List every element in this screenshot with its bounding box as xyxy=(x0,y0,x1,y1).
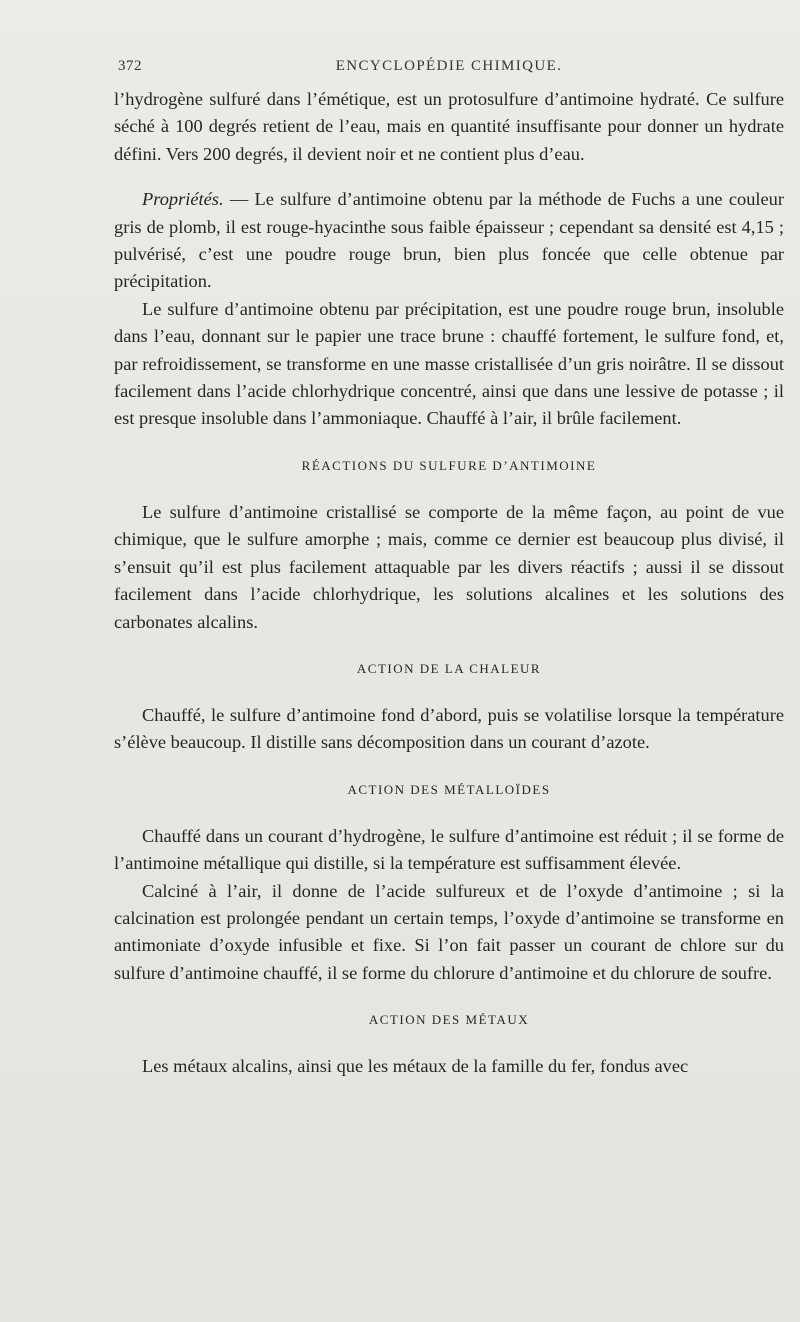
paragraph: Les métaux alcalins, ainsi que les métaux de la famille du fer, fondus avec xyxy=(142,1056,689,1077)
section-heading: ACTION DE LA CHALEUR xyxy=(356,660,542,676)
paragraph-text: — Le sulfure d’antimoine obtenu par la méthode de Fuchs a une couleur gris de plomb, il est rouge-hyacinthe sous faible épaisseur ; cependant sa densité est 4,15 ; pulvérisé, c’est une poudre rouge brun, bien plus foncée que celle obtenue par précipitation. xyxy=(114,189,784,292)
section-heading: RÉACTIONS DU SULFURE D’ANTIMOINE xyxy=(301,457,597,473)
section-label: Propriétés. xyxy=(142,189,224,210)
paragraph: Le sulfure d’antimoine cristallisé se comporte de la même façon, au point de vue chimique, que le sulfure amorphe ; mais, comme ce dernier est beaucoup plus divisé, il s’ensuit qu’il est plus facilement attaquable par les divers réactifs ; aussi il se dissout facilement dans l’acide chlorhydrique, les solutions alcalines et les solutions des carbonates alcalins. xyxy=(114,501,784,632)
paragraph: Calciné à l’air, il donne de l’acide sulfureux et de l’oxyde d’antimoine ; si la calcination est prolongée pendant un certain temps, l’oxyde d’antimoine se transforme en antimoniate d’oxyde infusible et fixe. Si l’on fait passer un courant de chlore sur du sulfure d’antimoine chauffé, il se forme du chlorure d’antimoine et du chlorure de soufre. xyxy=(114,880,784,983)
page-number: 372 xyxy=(118,58,142,74)
paragraph: Chauffé, le sulfure d’antimoine fond d’abord, puis se volatilise lorsque la température s’élève beaucoup. Il distille sans décomposition dans un courant d’azote. xyxy=(114,704,784,753)
section-heading: ACTION DES MÉTAUX xyxy=(368,1012,530,1028)
paragraph-proprietes xyxy=(114,186,784,296)
section-heading: ACTION DES MÉTALLOÏDES xyxy=(347,781,551,797)
body-text xyxy=(114,86,784,1081)
paragraph: l’hydrogène sulfuré dans l’émétique, est un protosulfure d’antimoine hydraté. Ce sulfure séché à 100 degrés retient de l’eau, mais en quantité insuffisante pour donner un hydrate défini. Vers 200 degrés, il devient noir et ne contient plus d’eau. xyxy=(114,89,784,164)
paragraph: Le sulfure d’antimoine obtenu par précipitation, est une poudre rouge brun, insoluble dans l’eau, donnant sur le papier une trace brune : chauffé fortement, le sulfure fond, et, par refroidissement, se transforme en une masse cristallisée d’un gris noirâtre. Il se dissout facilement dans l’acide chlorhydrique concentré, ainsi que dans une lessive de potasse ; il est presque insoluble dans l’ammoniaque. Chauffé à l’air, il brûle facilement. xyxy=(114,298,784,429)
paragraph: Chauffé dans un courant d’hydrogène, le sulfure d’antimoine est réduit ; il se forme de l’antimoine métallique qui distille, si la température est suffisamment élevée. xyxy=(114,825,784,874)
running-title: ENCYCLOPÉDIE CHIMIQUE. xyxy=(335,58,563,74)
